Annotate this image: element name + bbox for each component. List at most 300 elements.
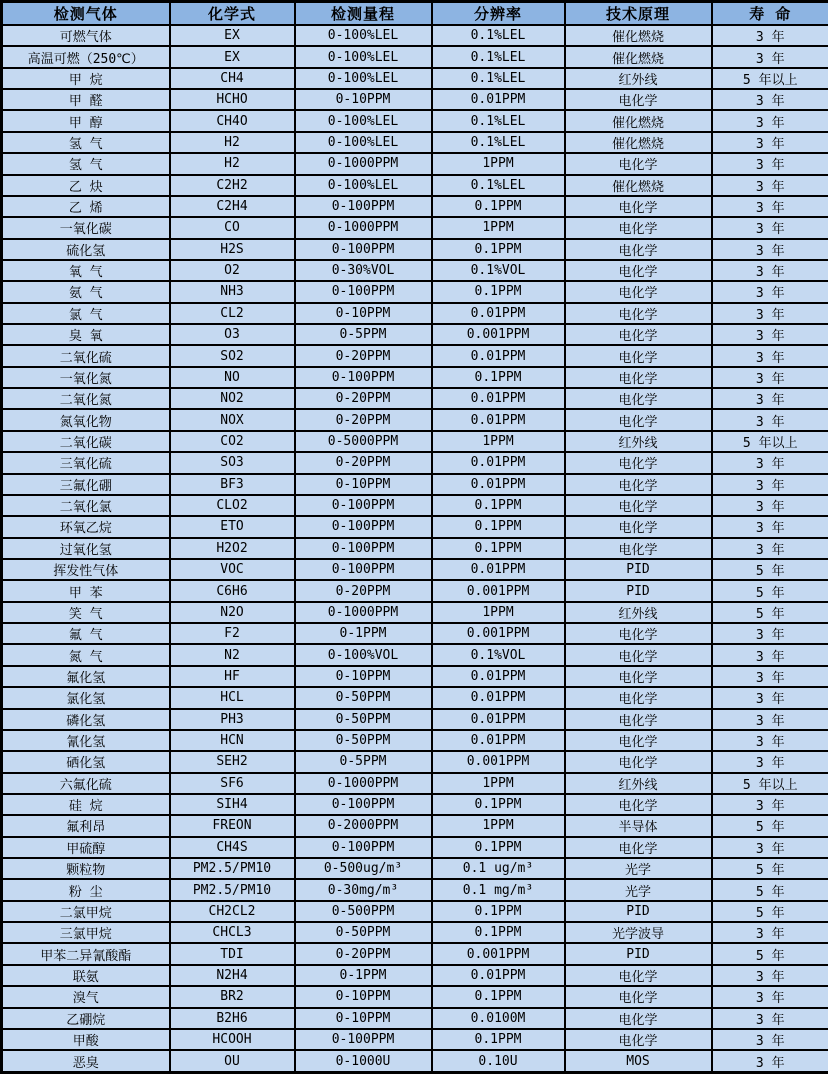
table-cell: 0.1PPM	[432, 538, 565, 559]
table-cell: NO2	[170, 388, 295, 409]
table-cell: MOS	[565, 1050, 712, 1072]
table-cell: HF	[170, 666, 295, 687]
table-cell: PID	[565, 943, 712, 964]
table-cell: 0-50PPM	[295, 922, 432, 943]
table-cell: NH3	[170, 281, 295, 302]
table-cell: 电化学	[565, 644, 712, 665]
table-cell: 联氨	[2, 965, 170, 986]
table-cell: TDI	[170, 943, 295, 964]
table-cell: 电化学	[565, 345, 712, 366]
table-cell: 电化学	[565, 388, 712, 409]
table-cell: 电化学	[565, 516, 712, 537]
table-cell: 0.01PPM	[432, 687, 565, 708]
table-cell: 0-100%LEL	[295, 68, 432, 89]
table-cell: 一氧化碳	[2, 217, 170, 238]
table-cell: 过氧化氢	[2, 538, 170, 559]
table-cell: 氟利昂	[2, 815, 170, 836]
table-row	[2, 175, 828, 196]
table-cell: 0-10PPM	[295, 303, 432, 324]
table-cell: OU	[170, 1050, 295, 1072]
table-cell: 3 年	[712, 1050, 828, 1072]
table-cell: 5 年	[712, 580, 828, 601]
table-cell: 0-100PPM	[295, 794, 432, 815]
table-cell: 3 年	[712, 175, 828, 196]
table-cell: 5 年以上	[712, 431, 828, 452]
table-cell: 0-20PPM	[295, 388, 432, 409]
table-cell: 0.001PPM	[432, 580, 565, 601]
table-cell: N2	[170, 644, 295, 665]
table-row	[2, 153, 828, 174]
table-cell: 0-5000PPM	[295, 431, 432, 452]
table-cell: 0-1PPM	[295, 623, 432, 644]
table-cell: 红外线	[565, 602, 712, 623]
table-row	[2, 773, 828, 794]
table-cell: 电化学	[565, 217, 712, 238]
table-cell: 3 年	[712, 1008, 828, 1029]
table-cell: 硒化氢	[2, 751, 170, 772]
table-cell: 0-10PPM	[295, 986, 432, 1007]
table-cell: F2	[170, 623, 295, 644]
table-cell: 0.01PPM	[432, 303, 565, 324]
table-row	[2, 730, 828, 751]
table-cell: 0.1%LEL	[432, 46, 565, 67]
table-row	[2, 495, 828, 516]
table-cell: 0.1PPM	[432, 367, 565, 388]
table-row	[2, 965, 828, 986]
table-row	[2, 324, 828, 345]
table-cell: 3 年	[712, 965, 828, 986]
table-cell: 0.01PPM	[432, 388, 565, 409]
table-cell: 0-500ug/m³	[295, 858, 432, 879]
table-cell: 电化学	[565, 965, 712, 986]
column-header: 寿 命	[712, 2, 828, 26]
table-cell: PM2.5/PM10	[170, 858, 295, 879]
table-cell: 0-1000PPM	[295, 602, 432, 623]
table-cell: 乙硼烷	[2, 1008, 170, 1029]
table-cell: 3 年	[712, 1029, 828, 1050]
table-cell: 甲 醛	[2, 89, 170, 110]
table-cell: 3 年	[712, 367, 828, 388]
table-cell: NOX	[170, 409, 295, 430]
table-cell: 光学	[565, 858, 712, 879]
table-cell: 可燃气体	[2, 25, 170, 46]
table-cell: H2O2	[170, 538, 295, 559]
table-cell: 0.1PPM	[432, 281, 565, 302]
table-cell: 0-10PPM	[295, 474, 432, 495]
table-row	[2, 922, 828, 943]
table-cell: 电化学	[565, 1008, 712, 1029]
table-cell: 0-50PPM	[295, 687, 432, 708]
table-cell: 氯 气	[2, 303, 170, 324]
table-row	[2, 110, 828, 131]
table-row	[2, 345, 828, 366]
table-cell: 电化学	[565, 794, 712, 815]
table-cell: 氟 气	[2, 623, 170, 644]
table-cell: 3 年	[712, 239, 828, 260]
table-cell: 0.1PPM	[432, 794, 565, 815]
table-cell: 0.01PPM	[432, 965, 565, 986]
table-cell: 光学	[565, 879, 712, 900]
table-cell: 0-20PPM	[295, 580, 432, 601]
table-row	[2, 943, 828, 964]
table-cell: 3 年	[712, 687, 828, 708]
table-cell: NO	[170, 367, 295, 388]
table-cell: 3 年	[712, 132, 828, 153]
table-cell: 5 年	[712, 602, 828, 623]
table-cell: 0.1%LEL	[432, 68, 565, 89]
table-cell: CH2CL2	[170, 901, 295, 922]
table-cell: 0-100PPM	[295, 495, 432, 516]
table-cell: 一氧化氮	[2, 367, 170, 388]
table-cell: 0.10U	[432, 1050, 565, 1072]
table-cell: 甲 苯	[2, 580, 170, 601]
table-cell: 二氧化氮	[2, 388, 170, 409]
table-row	[2, 68, 828, 89]
table-cell: 乙 炔	[2, 175, 170, 196]
table-cell: 0-1000PPM	[295, 217, 432, 238]
table-row	[2, 46, 828, 67]
table-cell: 挥发性气体	[2, 559, 170, 580]
table-cell: EX	[170, 25, 295, 46]
table-cell: 电化学	[565, 986, 712, 1007]
table-row	[2, 1008, 828, 1029]
table-row	[2, 239, 828, 260]
table-cell: 5 年	[712, 943, 828, 964]
table-row	[2, 666, 828, 687]
table-cell: 乙 烯	[2, 196, 170, 217]
table-row	[2, 388, 828, 409]
table-cell: 氮 气	[2, 644, 170, 665]
table-cell: EX	[170, 46, 295, 67]
table-cell: 电化学	[565, 687, 712, 708]
table-cell: 0-100%VOL	[295, 644, 432, 665]
table-cell: H2	[170, 132, 295, 153]
table-cell: 0.01PPM	[432, 89, 565, 110]
table-cell: 3 年	[712, 303, 828, 324]
table-cell: 二氧化氯	[2, 495, 170, 516]
column-header: 检测量程	[295, 2, 432, 26]
table-cell: 甲苯二异氰酸酯	[2, 943, 170, 964]
table-row	[2, 623, 828, 644]
table-cell: 3 年	[712, 89, 828, 110]
table-cell: C6H6	[170, 580, 295, 601]
table-cell: SIH4	[170, 794, 295, 815]
table-cell: 0-100PPM	[295, 367, 432, 388]
table-cell: 3 年	[712, 46, 828, 67]
table-cell: 电化学	[565, 730, 712, 751]
table-cell: 3 年	[712, 709, 828, 730]
table-row	[2, 602, 828, 623]
table-cell: H2S	[170, 239, 295, 260]
table-cell: VOC	[170, 559, 295, 580]
table-cell: 0-1000PPM	[295, 153, 432, 174]
table-cell: 0.01PPM	[432, 709, 565, 730]
table-cell: 0.001PPM	[432, 751, 565, 772]
table-cell: 0-500PPM	[295, 901, 432, 922]
table-cell: 三氟化硼	[2, 474, 170, 495]
table-header	[2, 2, 828, 26]
table-cell: 氢 气	[2, 153, 170, 174]
table-cell: 电化学	[565, 751, 712, 772]
header-row	[2, 2, 828, 26]
table-row	[2, 858, 828, 879]
table-cell: 0.1PPM	[432, 901, 565, 922]
table-row	[2, 815, 828, 836]
table-cell: 0-50PPM	[295, 730, 432, 751]
table-cell: 0.1PPM	[432, 239, 565, 260]
table-cell: 电化学	[565, 495, 712, 516]
table-cell: 电化学	[565, 1029, 712, 1050]
table-cell: CH4O	[170, 110, 295, 131]
table-cell: 0.01PPM	[432, 409, 565, 430]
table-cell: 电化学	[565, 153, 712, 174]
table-cell: HCN	[170, 730, 295, 751]
table-cell: 0-100%LEL	[295, 25, 432, 46]
table-cell: 0.1%LEL	[432, 132, 565, 153]
table-cell: 0-10PPM	[295, 89, 432, 110]
table-cell: 0.1PPM	[432, 837, 565, 858]
table-cell: N2H4	[170, 965, 295, 986]
table-cell: 环氧乙烷	[2, 516, 170, 537]
table-cell: 5 年以上	[712, 773, 828, 794]
table-cell: 二氧化碳	[2, 431, 170, 452]
table-cell: 3 年	[712, 794, 828, 815]
table-cell: 硫化氢	[2, 239, 170, 260]
table-cell: 0-2000PPM	[295, 815, 432, 836]
table-cell: 3 年	[712, 345, 828, 366]
table-cell: 甲硫醇	[2, 837, 170, 858]
table-cell: 电化学	[565, 623, 712, 644]
table-cell: 氮氧化物	[2, 409, 170, 430]
table-cell: 催化燃烧	[565, 110, 712, 131]
table-cell: 0-5PPM	[295, 751, 432, 772]
table-cell: PH3	[170, 709, 295, 730]
table-cell: 0.01PPM	[432, 666, 565, 687]
table-cell: 电化学	[565, 709, 712, 730]
table-cell: 0.1 ug/m³	[432, 858, 565, 879]
table-cell: BR2	[170, 986, 295, 1007]
table-cell: 催化燃烧	[565, 46, 712, 67]
table-cell: 3 年	[712, 260, 828, 281]
table-cell: 0-1PPM	[295, 965, 432, 986]
table-cell: 3 年	[712, 281, 828, 302]
table-cell: 催化燃烧	[565, 132, 712, 153]
table-cell: 1PPM	[432, 431, 565, 452]
table-cell: 电化学	[565, 260, 712, 281]
column-header: 技术原理	[565, 2, 712, 26]
table-cell: 三氯甲烷	[2, 922, 170, 943]
table-cell: CH4S	[170, 837, 295, 858]
table-cell: 1PPM	[432, 773, 565, 794]
table-body	[2, 25, 828, 1073]
table-cell: 5 年	[712, 879, 828, 900]
table-cell: 0-20PPM	[295, 345, 432, 366]
table-row	[2, 709, 828, 730]
table-cell: 0.01PPM	[432, 345, 565, 366]
table-cell: 0.1PPM	[432, 1029, 565, 1050]
table-cell: 电化学	[565, 474, 712, 495]
table-cell: SEH2	[170, 751, 295, 772]
table-row	[2, 260, 828, 281]
column-header: 检测气体	[2, 2, 170, 26]
table-cell: 5 年以上	[712, 68, 828, 89]
table-row	[2, 538, 828, 559]
table-row	[2, 89, 828, 110]
table-cell: B2H6	[170, 1008, 295, 1029]
table-cell: 光学波导	[565, 922, 712, 943]
table-cell: 5 年	[712, 901, 828, 922]
table-row	[2, 879, 828, 900]
table-cell: 0-100PPM	[295, 516, 432, 537]
table-cell: 0.01PPM	[432, 559, 565, 580]
table-cell: 3 年	[712, 196, 828, 217]
table-cell: 0-100PPM	[295, 837, 432, 858]
column-header: 分辨率	[432, 2, 565, 26]
table-cell: N2O	[170, 602, 295, 623]
table-cell: 0-50PPM	[295, 709, 432, 730]
table-cell: 硅 烷	[2, 794, 170, 815]
table-cell: 3 年	[712, 623, 828, 644]
table-cell: 0.001PPM	[432, 324, 565, 345]
table-cell: 0.1%VOL	[432, 644, 565, 665]
table-cell: 1PPM	[432, 602, 565, 623]
table-row	[2, 687, 828, 708]
table-cell: 电化学	[565, 409, 712, 430]
table-row	[2, 132, 828, 153]
table-cell: 电化学	[565, 281, 712, 302]
table-cell: 半导体	[565, 815, 712, 836]
table-cell: 笑 气	[2, 602, 170, 623]
table-cell: 3 年	[712, 153, 828, 174]
table-cell: 0-100PPM	[295, 281, 432, 302]
table-cell: 1PPM	[432, 815, 565, 836]
table-cell: 5 年	[712, 559, 828, 580]
table-row	[2, 303, 828, 324]
table-cell: HCOOH	[170, 1029, 295, 1050]
column-header: 化学式	[170, 2, 295, 26]
table-cell: 0-1000PPM	[295, 773, 432, 794]
table-cell: 氯化氢	[2, 687, 170, 708]
table-cell: SF6	[170, 773, 295, 794]
table-cell: HCHO	[170, 89, 295, 110]
table-cell: 电化学	[565, 452, 712, 473]
table-cell: 电化学	[565, 837, 712, 858]
table-cell: CO2	[170, 431, 295, 452]
table-cell: 0.1%LEL	[432, 110, 565, 131]
table-row	[2, 559, 828, 580]
table-row	[2, 474, 828, 495]
table-row	[2, 837, 828, 858]
table-cell: PID	[565, 559, 712, 580]
table-cell: 0-100PPM	[295, 1029, 432, 1050]
table-cell: 3 年	[712, 837, 828, 858]
table-cell: H2	[170, 153, 295, 174]
table-cell: PID	[565, 580, 712, 601]
table-cell: 电化学	[565, 666, 712, 687]
table-cell: C2H2	[170, 175, 295, 196]
table-cell: 臭 氧	[2, 324, 170, 345]
table-cell: 氢 气	[2, 132, 170, 153]
table-cell: 氟化氢	[2, 666, 170, 687]
table-cell: 溴气	[2, 986, 170, 1007]
table-cell: 0-100PPM	[295, 196, 432, 217]
table-cell: 0-100PPM	[295, 239, 432, 260]
table-row	[2, 751, 828, 772]
table-row	[2, 431, 828, 452]
table-cell: 六氟化硫	[2, 773, 170, 794]
table-cell: CHCL3	[170, 922, 295, 943]
table-cell: 3 年	[712, 388, 828, 409]
table-cell: 二氧化硫	[2, 345, 170, 366]
table-cell: 0-100%LEL	[295, 175, 432, 196]
table-cell: 3 年	[712, 666, 828, 687]
table-cell: 3 年	[712, 922, 828, 943]
table-row	[2, 196, 828, 217]
table-cell: 氨 气	[2, 281, 170, 302]
table-cell: 0-1000U	[295, 1050, 432, 1072]
table-cell: 0-100%LEL	[295, 46, 432, 67]
table-row	[2, 367, 828, 388]
table-cell: ETO	[170, 516, 295, 537]
table-cell: 氧 气	[2, 260, 170, 281]
table-cell: 红外线	[565, 68, 712, 89]
table-cell: 3 年	[712, 495, 828, 516]
table-cell: 0-20PPM	[295, 452, 432, 473]
table-cell: 0-5PPM	[295, 324, 432, 345]
table-cell: O3	[170, 324, 295, 345]
table-cell: HCL	[170, 687, 295, 708]
table-cell: 0-100%LEL	[295, 132, 432, 153]
table-cell: 0-30mg/m³	[295, 879, 432, 900]
table-cell: 3 年	[712, 25, 828, 46]
table-cell: 3 年	[712, 751, 828, 772]
table-row	[2, 1050, 828, 1072]
table-cell: 1PPM	[432, 217, 565, 238]
table-cell: SO2	[170, 345, 295, 366]
table-cell: 0.1%LEL	[432, 175, 565, 196]
table-cell: PID	[565, 901, 712, 922]
table-cell: O2	[170, 260, 295, 281]
table-cell: 高温可燃（250℃）	[2, 46, 170, 67]
table-cell: 0.1PPM	[432, 516, 565, 537]
table-cell: CLO2	[170, 495, 295, 516]
table-cell: C2H4	[170, 196, 295, 217]
table-cell: 0.1%LEL	[432, 25, 565, 46]
table-cell: 电化学	[565, 324, 712, 345]
table-cell: 0-30%VOL	[295, 260, 432, 281]
table-cell: BF3	[170, 474, 295, 495]
table-row	[2, 281, 828, 302]
table-cell: 3 年	[712, 516, 828, 537]
table-cell: 0.1 mg/m³	[432, 879, 565, 900]
table-cell: 催化燃烧	[565, 25, 712, 46]
table-row	[2, 516, 828, 537]
table-cell: 3 年	[712, 474, 828, 495]
table-cell: 电化学	[565, 367, 712, 388]
table-cell: 0.1PPM	[432, 986, 565, 1007]
table-cell: 0.1PPM	[432, 196, 565, 217]
table-cell: 3 年	[712, 409, 828, 430]
table-cell: 5 年	[712, 815, 828, 836]
table-cell: 颗粒物	[2, 858, 170, 879]
table-cell: 磷化氢	[2, 709, 170, 730]
table-cell: 0.01PPM	[432, 474, 565, 495]
table-row	[2, 1029, 828, 1050]
table-cell: 甲 烷	[2, 68, 170, 89]
table-row	[2, 644, 828, 665]
table-cell: 0-100%LEL	[295, 110, 432, 131]
table-cell: 三氧化硫	[2, 452, 170, 473]
